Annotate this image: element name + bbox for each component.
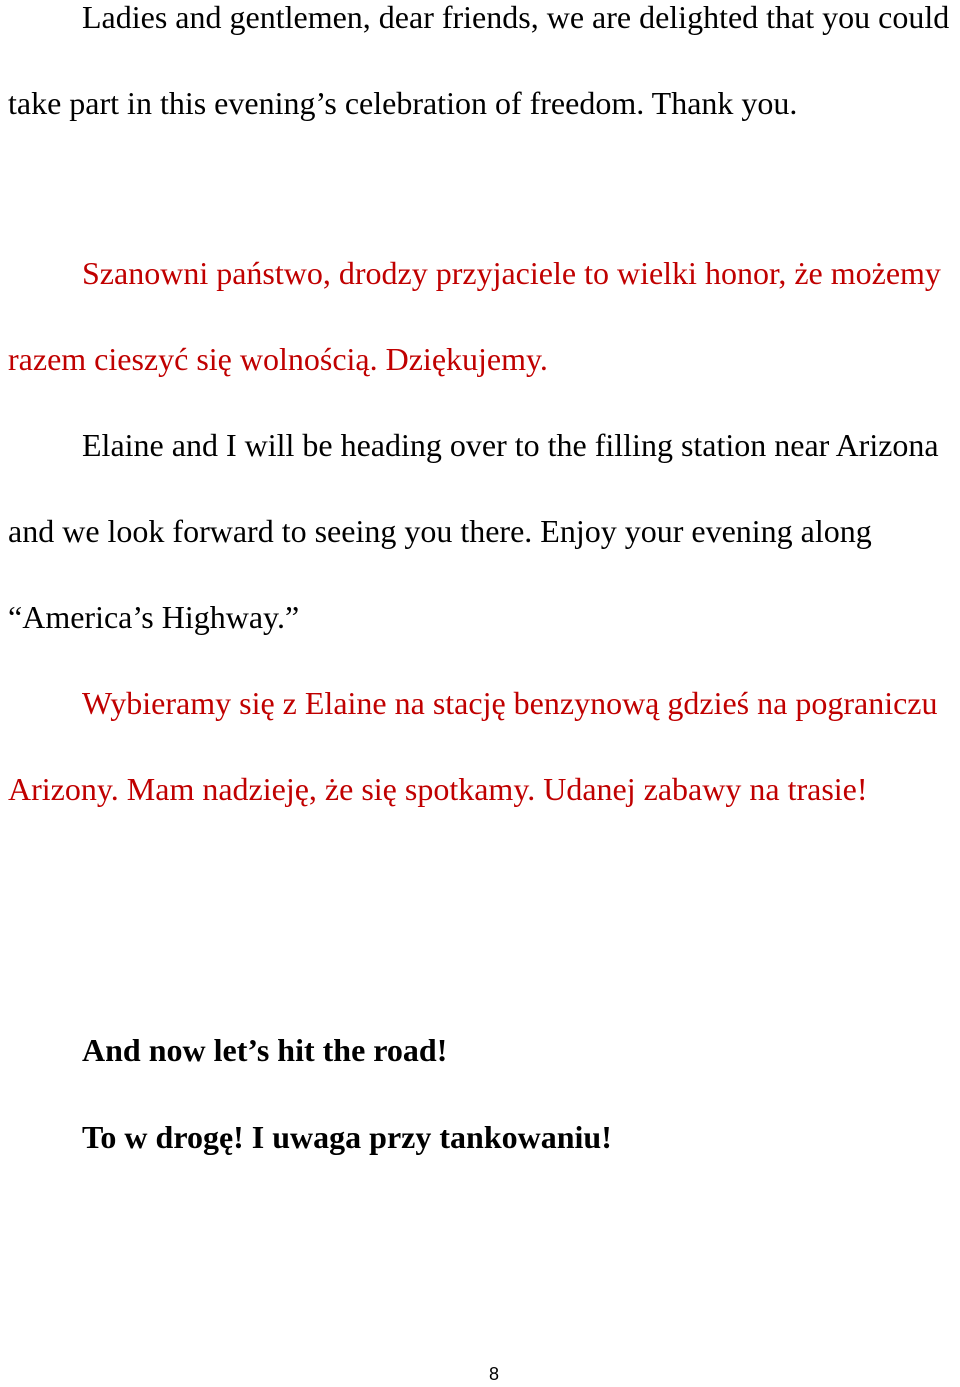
paragraph-english-highway: Elaine and I will be heading over to the filling station near Arizona and we look forward to seeing you there. Enjoy your evening along “America’s Highway.” [8,427,939,635]
closing-line-english: And now let’s hit the road! [82,1032,448,1068]
paragraph-polish-welcome: Szanowni państwo, drodzy przyjaciele to wielki honor, że możemy razem cieszyć się wolnością. Dziękujemy. [8,255,941,377]
closing-line-polish: To w drogę! I uwaga przy tankowaniu! [82,1119,612,1155]
paragraph-english-welcome: Ladies and gentlemen, dear friends, we are delighted that you could take part in this evening’s celebration of freedom. Thank you. [8,0,950,121]
paragraph-polish-highway: Wybieramy się z Elaine na stację benzynową gdzieś na pograniczu Arizony. Mam nadzieję, że się spotkamy. Udanej zabawy na trasie! [8,685,938,807]
page-number: 8 [488,1364,499,1384]
